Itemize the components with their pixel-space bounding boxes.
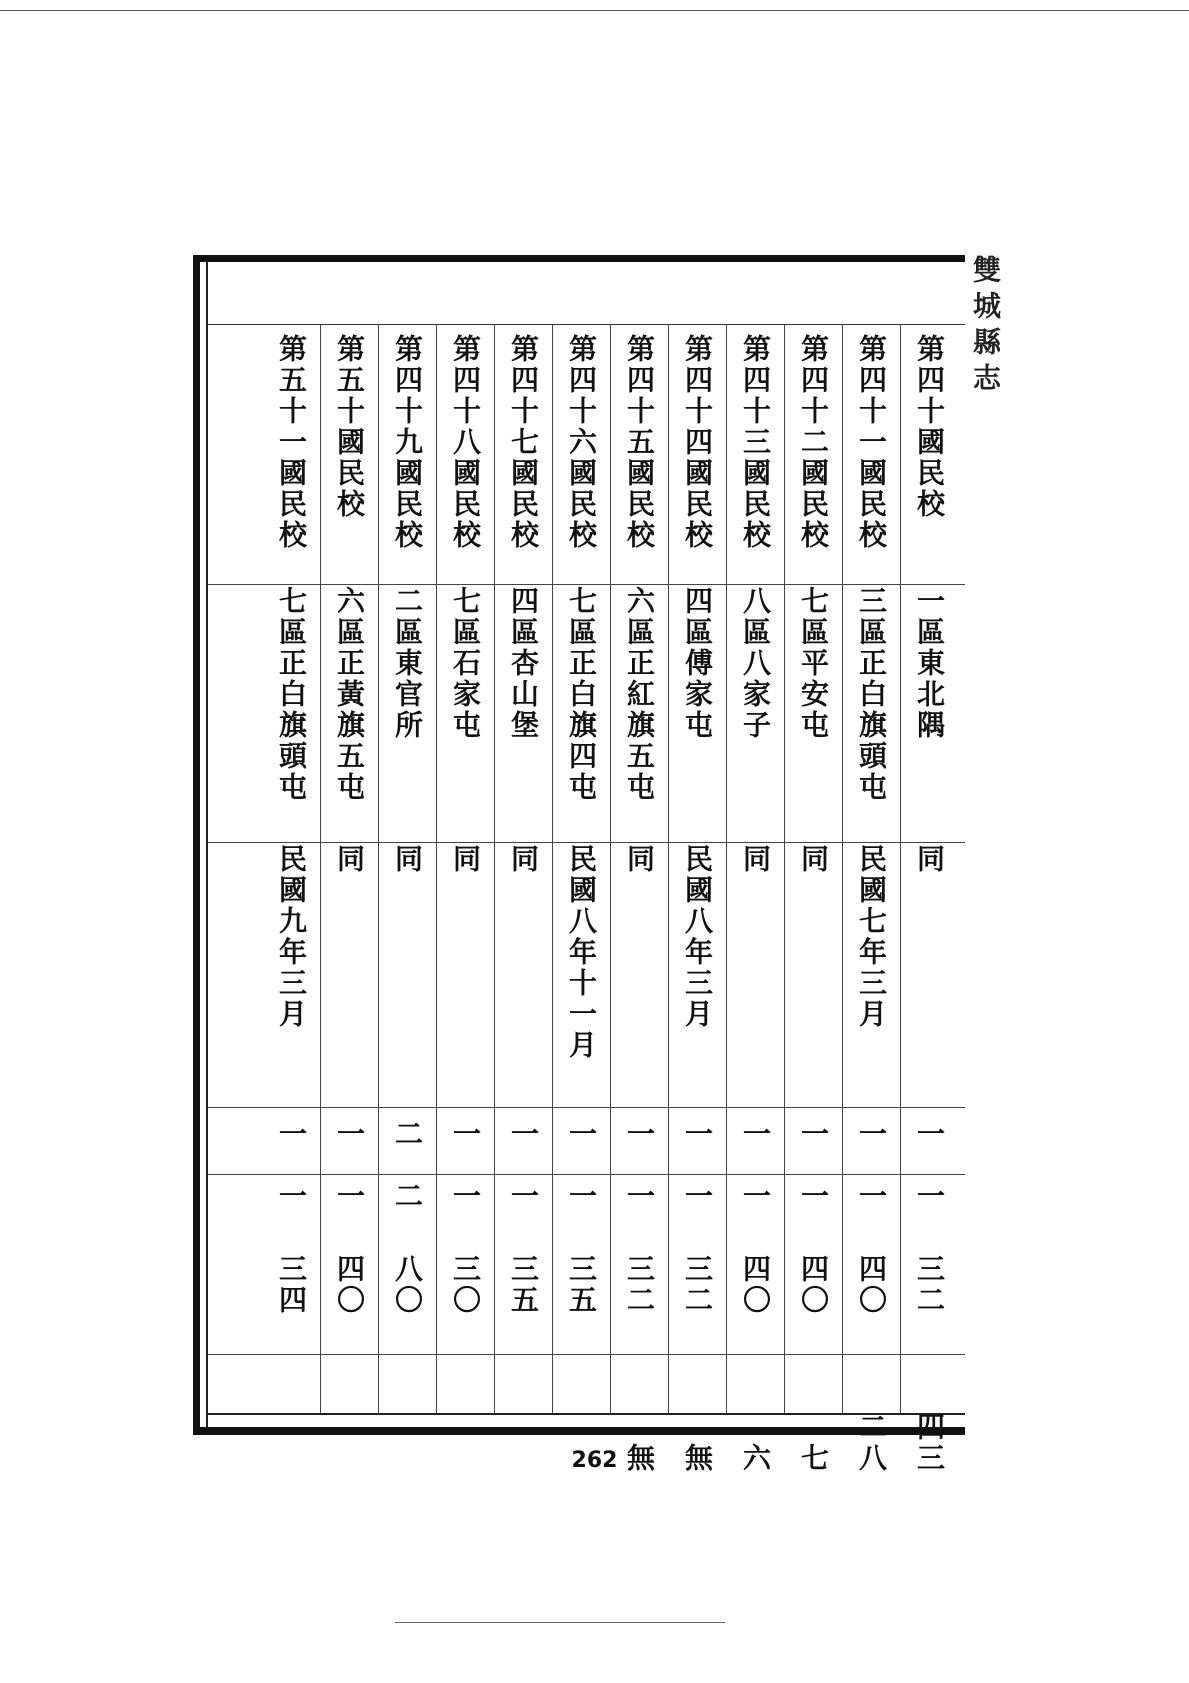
- cell-place: [842, 586, 900, 826]
- cell-text: 四三: [913, 1412, 946, 1474]
- table-column: [436, 324, 495, 1413]
- cell-date: [842, 844, 900, 1104]
- cell-n3: [262, 1254, 320, 1349]
- cell-text: 一: [449, 1181, 482, 1212]
- cell-n1: [436, 1119, 494, 1164]
- table-column: [668, 324, 727, 1474]
- cell-n2: [668, 1181, 726, 1226]
- cell-n2: [726, 1181, 784, 1226]
- cell-n1: [262, 1119, 320, 1164]
- cell-text: 二: [391, 1181, 424, 1212]
- cell-text: 一: [623, 1119, 656, 1150]
- cell-text: 七區石家屯: [449, 586, 482, 741]
- cell-text: 四區杏山堡: [507, 586, 540, 741]
- table-border-left: [206, 262, 208, 1427]
- cell-n3: [552, 1254, 610, 1349]
- cell-text: 七區正白旗四屯: [565, 586, 598, 803]
- table-column: [726, 324, 785, 1474]
- cell-name: [668, 334, 726, 574]
- page-number: 262: [571, 1448, 618, 1473]
- cell-name: [552, 334, 610, 574]
- cell-name: [494, 334, 552, 574]
- cell-text: 三區正白旗頭屯: [855, 586, 888, 803]
- cell-n3: [494, 1254, 552, 1349]
- cell-name: [262, 334, 320, 574]
- cell-text: 同: [333, 844, 366, 875]
- cell-text: 第四十八國民校: [449, 334, 482, 551]
- cell-text: 民國八年十一月: [565, 844, 598, 1061]
- cell-date: [610, 844, 668, 1104]
- cell-date: [494, 844, 552, 1104]
- cell-date: [784, 844, 842, 1104]
- cell-n3: [842, 1254, 900, 1349]
- cell-text: 一: [855, 1181, 888, 1212]
- cell-text: 三二: [913, 1254, 946, 1316]
- cell-text: 第四十五國民校: [623, 334, 656, 551]
- cell-text: 第四十七國民校: [507, 334, 540, 551]
- cell-text: 八〇: [391, 1254, 424, 1316]
- cell-text: 三二: [681, 1254, 714, 1316]
- footer-rule: [395, 1622, 725, 1623]
- cell-text: 一: [739, 1181, 772, 1212]
- cell-text: 第四十九國民校: [391, 334, 424, 551]
- table-header-band: [208, 262, 965, 325]
- cell-n3: [900, 1254, 958, 1349]
- cell-text: 二區東官所: [391, 586, 424, 741]
- cell-name: [900, 334, 958, 574]
- cell-place: [784, 586, 842, 826]
- cell-n1: [842, 1119, 900, 1164]
- cell-text: 民國九年三月: [275, 844, 308, 1030]
- cell-n3: [610, 1254, 668, 1349]
- cell-n2: [842, 1181, 900, 1226]
- cell-n2: [610, 1181, 668, 1226]
- cell-n3: [378, 1254, 436, 1349]
- cell-name: [610, 334, 668, 574]
- cell-text: 一: [797, 1119, 830, 1150]
- cell-text: 一: [275, 1119, 308, 1150]
- cell-n1: [320, 1119, 378, 1164]
- cell-text: 二八: [855, 1412, 888, 1474]
- cell-text: 八區八家子: [739, 586, 772, 741]
- cell-text: 一: [333, 1119, 366, 1150]
- cell-text: 第四十一國民校: [855, 334, 888, 551]
- cell-place: [494, 586, 552, 826]
- cell-text: 一: [333, 1181, 366, 1212]
- cell-text: 一: [507, 1119, 540, 1150]
- cell-name: [784, 334, 842, 574]
- cell-text: 三〇: [449, 1254, 482, 1316]
- cell-text: 三二: [623, 1254, 656, 1316]
- cell-text: 四區傅家屯: [681, 586, 714, 741]
- cell-text: 六區正紅旗五屯: [623, 586, 656, 803]
- cell-date: [320, 844, 378, 1104]
- cell-text: 民國七年三月: [855, 844, 888, 1030]
- table-column: [262, 324, 321, 1413]
- cell-text: 一: [681, 1119, 714, 1150]
- cell-text: 第四十六國民校: [565, 334, 598, 551]
- cell-date: [552, 844, 610, 1104]
- cell-text: 無: [681, 1443, 714, 1474]
- table-column: [378, 324, 437, 1413]
- cell-n3: [320, 1254, 378, 1349]
- cell-place: [726, 586, 784, 826]
- cell-n2: [378, 1181, 436, 1226]
- table-column: [842, 324, 901, 1474]
- cell-text: 一: [913, 1119, 946, 1150]
- cell-n3: [784, 1254, 842, 1349]
- cell-n1: [610, 1119, 668, 1164]
- cell-place: [552, 586, 610, 826]
- cell-name: [842, 334, 900, 574]
- cell-text: 同: [449, 844, 482, 875]
- cell-n1: [784, 1119, 842, 1164]
- cell-text: 六: [739, 1443, 772, 1474]
- cell-text: 一: [739, 1119, 772, 1150]
- cell-date: [262, 844, 320, 1104]
- table-column: [784, 324, 843, 1474]
- running-title-text: 雙城縣志: [969, 255, 1002, 399]
- cell-text: 第四十二國民校: [797, 334, 830, 551]
- cell-text: 四〇: [739, 1254, 772, 1316]
- cell-n1: [668, 1119, 726, 1164]
- cell-text: 一: [913, 1181, 946, 1212]
- cell-name: [320, 334, 378, 574]
- cell-n2: [494, 1181, 552, 1226]
- cell-n2: [784, 1181, 842, 1226]
- cell-text: 一: [565, 1181, 598, 1212]
- cell-n3: [726, 1254, 784, 1349]
- table-column: [552, 324, 611, 1413]
- cell-text: 一: [681, 1181, 714, 1212]
- cell-n2: [900, 1181, 958, 1226]
- cell-text: 三五: [565, 1254, 598, 1316]
- cell-place: [320, 586, 378, 826]
- cell-text: 七: [797, 1443, 830, 1474]
- running-title: [965, 255, 1005, 575]
- cell-text: 六區正黃旗五屯: [333, 586, 366, 803]
- cell-text: 第四十三國民校: [739, 334, 772, 551]
- cell-text: 同: [797, 844, 830, 875]
- cell-date: [668, 844, 726, 1104]
- cell-text: 第五十國民校: [333, 334, 366, 520]
- table-column: [320, 324, 379, 1413]
- cell-text: 四〇: [855, 1254, 888, 1316]
- cell-place: [668, 586, 726, 826]
- cell-text: 第四十四國民校: [681, 334, 714, 551]
- cell-date: [436, 844, 494, 1104]
- cell-n1: [900, 1119, 958, 1164]
- table-column: [900, 324, 958, 1474]
- cell-text: 同: [507, 844, 540, 875]
- cell-text: 一: [855, 1119, 888, 1150]
- cell-name: [726, 334, 784, 574]
- cell-text: 七區平安屯: [797, 586, 830, 741]
- cell-text: 同: [913, 844, 946, 875]
- cell-n2: [262, 1181, 320, 1226]
- cell-n1: [726, 1119, 784, 1164]
- cell-n3: [436, 1254, 494, 1349]
- cell-text: 一: [275, 1181, 308, 1212]
- cell-text: 第四十國民校: [913, 334, 946, 520]
- cell-place: [378, 586, 436, 826]
- cell-n3: [668, 1254, 726, 1349]
- cell-date: [378, 844, 436, 1104]
- cell-n2: [552, 1181, 610, 1226]
- cell-text: 同: [391, 844, 424, 875]
- table-column: [610, 324, 669, 1474]
- cell-text: 第五十一國民校: [275, 334, 308, 551]
- cell-n1: [552, 1119, 610, 1164]
- cell-n2: [436, 1181, 494, 1226]
- table-column: [494, 324, 553, 1413]
- cell-n2: [320, 1181, 378, 1226]
- cell-text: 一區東北隅: [913, 586, 946, 741]
- cell-text: 同: [739, 844, 772, 875]
- cell-text: 一: [565, 1119, 598, 1150]
- cell-name: [378, 334, 436, 574]
- cell-text: 同: [623, 844, 656, 875]
- cell-text: 一: [507, 1181, 540, 1212]
- cell-text: 一: [449, 1119, 482, 1150]
- cell-n1: [494, 1119, 552, 1164]
- cell-text: 四〇: [333, 1254, 366, 1316]
- cell-text: 三四: [275, 1254, 308, 1316]
- cell-name: [436, 334, 494, 574]
- cell-place: [436, 586, 494, 826]
- cell-place: [900, 586, 958, 826]
- cell-text: 民國八年三月: [681, 844, 714, 1030]
- cell-date: [726, 844, 784, 1104]
- cell-text: 一: [623, 1181, 656, 1212]
- cell-text: 二: [391, 1119, 424, 1150]
- cell-n1: [378, 1119, 436, 1164]
- top-rule: [0, 10, 1189, 11]
- cell-text: 七區正白旗頭屯: [275, 586, 308, 803]
- cell-text: 四〇: [797, 1254, 830, 1316]
- cell-place: [262, 586, 320, 826]
- cell-date: [900, 844, 958, 1104]
- cell-text: 一: [797, 1181, 830, 1212]
- cell-text: 無: [623, 1443, 656, 1474]
- cell-place: [610, 586, 668, 826]
- cell-text: 三五: [507, 1254, 540, 1316]
